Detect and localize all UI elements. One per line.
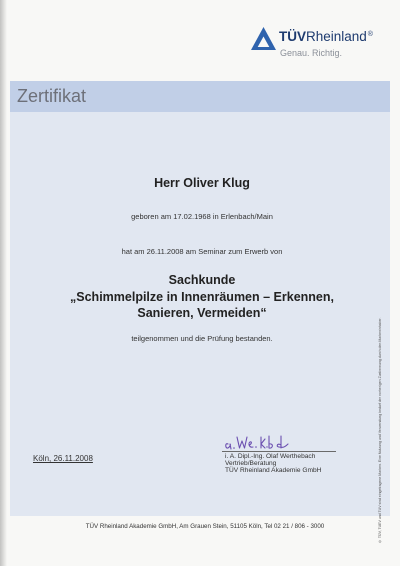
subject-line: Sachkunde xyxy=(168,273,236,287)
header-band xyxy=(10,81,390,112)
logo-brand-bold: TÜV xyxy=(279,29,306,44)
place-and-date: Köln, 26.11.2008 xyxy=(33,454,93,463)
registered-mark: ® xyxy=(367,31,373,38)
scan-edge-shadow xyxy=(0,0,7,566)
footer-address: TÜV Rheinland Akademie GmbH, Am Grauen Stein, 51105 Köln, Tel 02 21 / 806 - 3000 xyxy=(85,523,325,530)
signer-organization: TÜV Rheinland Akademie GmbH xyxy=(225,467,322,474)
subject-line: „Schimmelpilze in Innenräumen – Erkennen, xyxy=(70,290,334,304)
recipient-name: Herr Oliver Klug xyxy=(154,176,250,190)
subject-line: Sanieren, Vermeiden“ xyxy=(137,306,267,320)
signature-line xyxy=(222,451,336,452)
trademark-legal-note: ® TÜV, TUEV und TUV sind eingetragene Marken. Eine Nutzung und Verwendung bedarf der vorherigen Zustimmung durch den Markeninhaber. xyxy=(378,317,382,543)
certificate-title: Zertifikat xyxy=(17,86,87,106)
tuv-triangle-icon xyxy=(251,27,276,50)
result-line: teilgenommen und die Prüfung bestanden. xyxy=(131,334,273,343)
signer-name: i. A. Dipl.-Ing. Olaf Werthebach xyxy=(225,453,316,460)
logo-tagline: Genau. Richtig. xyxy=(280,48,343,58)
logo-wordmark xyxy=(279,29,373,47)
birth-line: geboren am 17.02.1968 in Erlenbach/Main xyxy=(131,212,273,221)
seminar-line: hat am 26.11.2008 am Seminar zum Erwerb von xyxy=(121,247,283,256)
logo-brand-rest: Rheinland xyxy=(306,29,367,44)
signer-department: Vertrieb/Beratung xyxy=(225,460,277,467)
handwritten-signature xyxy=(224,434,292,451)
